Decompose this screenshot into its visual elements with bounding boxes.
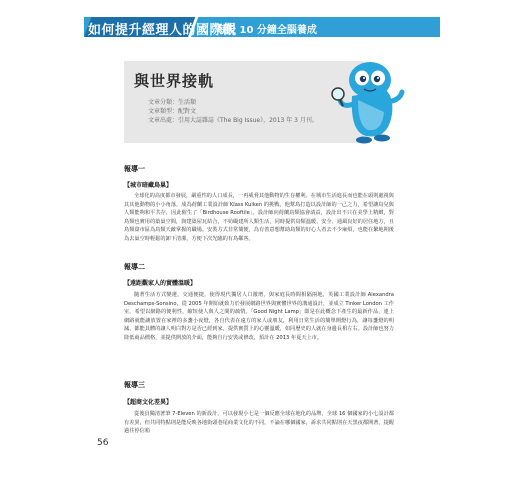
banner-title: 如何提升經理人的國際觀: [88, 23, 237, 38]
report-2-text: 隨著生活方式變遷，交通便捷，使得現代獨居人口激增，與家庭長時間相隔兩地，英國工業設計師 Alexandra Deschamps-Sonsino，從 2005 年開始就致力於發展網路世界與實體世界的溝通設計，並成立 Tinker London 工作室，希望以網路的便利性，縮短使人與人之間的疏情。「Good Night Lamp」即是在此概念下產生的最新作品，連上網路就能讓放置在家裡的多盞小夜燈，各自代表在遠方的家人或朋友，利用日常生活的簡單開燈行為，讓每盞燈的明滅，都能具體的讓人明白對方是否已經到家，提供實質上的心靈溫暖，如同歷史的人就在身邊長相左右。設計師也努力降低商品價格，並提供開放的介面，能夠自行安裝或修改，預計在 2013 年夏天上市。: [124, 292, 394, 341]
page-number: 56: [97, 438, 109, 448]
header-banner: [84, 17, 440, 37]
report-2-heading: 報導二: [124, 263, 145, 271]
article-category: 文章分類：生活類: [148, 99, 197, 106]
report-1-heading: 報導一: [124, 165, 145, 173]
mascot-figure-icon: [330, 56, 415, 146]
banner-subtitle: 每天 10 分鐘全腦養成: [216, 25, 317, 36]
report-2-subhead: 【遠距觀家人的實體溫暖】: [124, 280, 197, 287]
article-card: [124, 61, 364, 143]
article-type: 文章類型：配對文: [148, 108, 197, 115]
report-3-heading: 報導三: [124, 381, 145, 389]
report-1-subhead: 【城市暗藏鳥巢】: [124, 182, 173, 189]
article-title: 與世界接軌: [134, 72, 215, 90]
report-1-text: 全球化的高度都市發展，嚴重性的人口成長，一再威脅其他動物的生存權利。在城市生活進長而也能在頭則處視與其其他動物的小小角落，成為荷蘭工業設計師 Klass Kuiken 的挑戰，他幫鳥打造以設計師的一己之力，希望讓鳥兒與人類能夠和平共存，因此催生了「Birdhouse Rooftile」。設計師向荷蘭鳥類協會請益，設計出不只在美學上精緻，對鳥類也實用的築巢空間，與建築屋瓦結合，不妨礙建所人類生活，同時提供鳥類溫暖、安全、通風良好的居住地方，且鳥類窩市區為鳥類天敵掌握的職場。安裝方式非常簡便，為有善意想幫助鳥類的好心人者去不少麻煩，也能在繁地期後為去巢空時輕鬆的卸下清潔，方便下次光臨的有鳥鄰客。: [124, 193, 394, 242]
report-3-text: 從後員獨清著筆 7-Eleven 的新設計，可以發現小七是一個反應全球在地化的品牌，全球 16 個國家的小七設計都有差異，但共同特點則是能反映各地街頭巷尾商業文化的不同，不論在哪個國家，訴求共同點則在天黑夜都開著，提醒過往停信箱: [124, 411, 394, 435]
report-3-subhead: 【超商文化差異】: [124, 399, 173, 406]
article-source: 文章出處：引用大誌雜誌《The Big Issue》，2013 年 3 月刊。: [148, 117, 318, 124]
